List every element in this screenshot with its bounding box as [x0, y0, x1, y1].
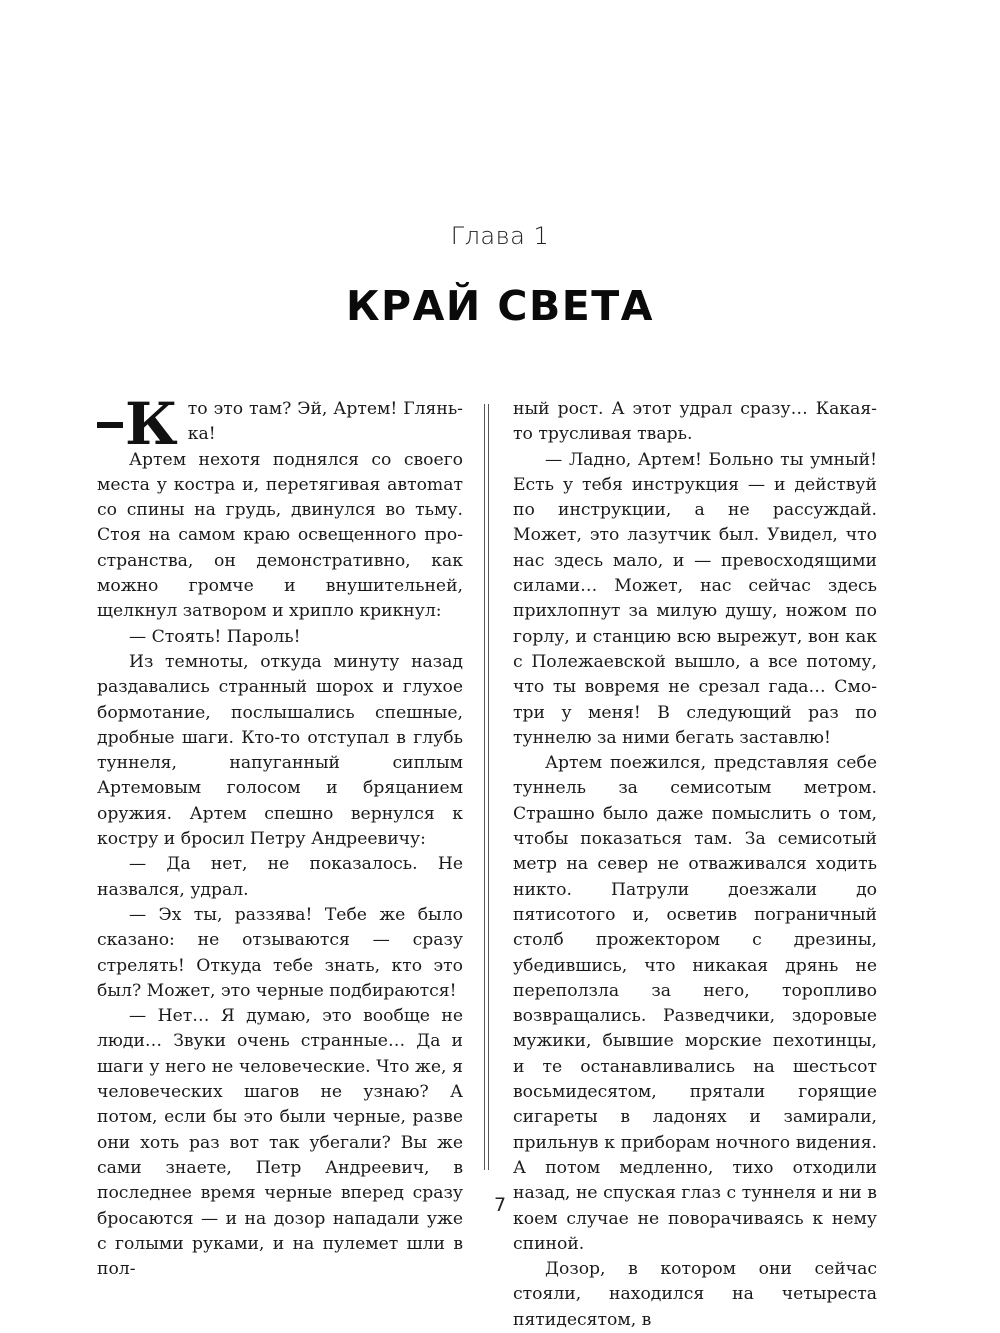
drop-cap-dash	[97, 422, 123, 428]
opening-paragraph	[97, 390, 463, 458]
right-column	[513, 397, 877, 1333]
column-divider	[484, 404, 489, 1170]
drop-cap-letter: К	[125, 390, 178, 458]
page-number: 7	[493, 1194, 507, 1216]
paragraph: — Нет… Я думаю, это вообще не люди… Звуки очень странные… Да и шаги у него не человеческие. Что же, я человеческих шагов не узнаю? А потом, если бы это были черные, разве они хоть раз вот так убегали? Вы же сами знаете, Петр Андреевич, в последнее время черные вперед сразу бросаются — и на дозор нападали уже с голыми руками, и на пулемет шли в пол-	[97, 1006, 463, 1280]
paragraph: Артем поежился, представляя себе туннель за семисотым метром. Страшно было даже помыслить о том, чтобы показаться там. За семисотый метр на север не отваживался ходить никто. Патрули доезжали до пятисотого и, осветив пограничный столб прожектором с дрезины, убедившись, что никакая дрянь не переползла за него, торопливо возвращались. Разведчики, здоровые мужики, бывшие морские пехотинцы, и те останавливались на шестьсот восьмидесятом, прятали горящие сигареты в ладонях и замирали, прильнув к приборам ночного видения. А потом медленно, тихо отходили назад, не спуская глаз с туннеля и ни в коем случае не поворачиваясь к нему спиной.	[513, 753, 877, 1254]
left-column	[97, 390, 463, 1282]
paragraph: Дозор, в котором они сейчас стояли, находился на четыреста пятидесятом, в	[513, 1259, 877, 1330]
paragraph: — Ладно, Артем! Больно ты умный! Есть у тебя инструкция — и действуй по инструкции, а не рассуждай. Может, это лазутчик был. Увидел, что нас здесь мало, и — превосходящими силами… Может, нас сейчас здесь прихлопнут за милую душу, ножом по горлу, и станцию всю вырежут, вон как с Полежаевской вышло, а все потому, что ты вовремя не срезал гада… Смотри у меня! В следующий раз по туннелю за ними бегать заставлю!	[513, 449, 877, 748]
paragraph: — Эх ты, раззява! Тебе же было сказано: не отзываются — сразу стрелять! Откуда тебе знать, кто это был? Может, это черные подбираются!	[97, 904, 463, 1001]
chapter-title: КРАЙ СВЕТА	[346, 282, 654, 330]
opening-line: то это там? Эй, Артем! Глянь-ка!	[187, 399, 463, 445]
paragraph: Из темноты, откуда минуту назад раздавались странный шорох и глухое бормотание, послышались спешные, дробные шаги. Кто-то отступал в глубь туннеля, напуганный сиплым Артемовым голосом и бряцанием оружия. Артем спешно вернулся к костру и бросил Петру Андреевичу:	[97, 651, 463, 850]
drop-cap	[97, 390, 178, 458]
paragraph: — Да нет, не показалось. Не назвался, удрал.	[97, 854, 463, 900]
chapter-label: Глава 1	[450, 222, 550, 250]
continued-paragraph: ный рост. А этот удрал сразу… Какая-то трусливая тварь.	[513, 399, 877, 445]
paragraph: — Стоять! Пароль!	[129, 626, 301, 647]
paragraph: Артем нехотя поднялся со своего места у костра и, перетягивая автоmат со спины на грудь, двинулся во тьму. Стоя на самом краю освещенного пространства, он демонстративно, как можно громче и внушительней, щелкнул затвором и хрипло крикнул:	[97, 449, 463, 622]
